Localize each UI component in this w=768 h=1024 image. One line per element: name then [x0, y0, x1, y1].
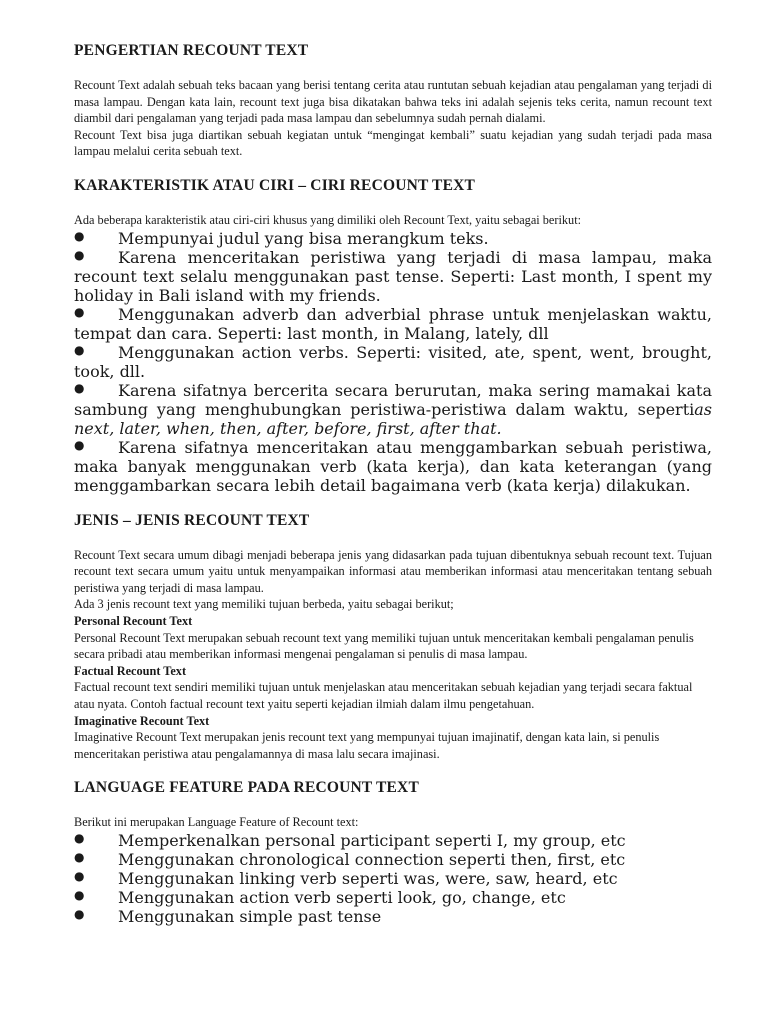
characteristics-list — [74, 229, 712, 495]
list-item — [74, 343, 712, 381]
subheading-factual: Factual Recount Text — [74, 663, 187, 678]
bullet-icon: ● — [74, 849, 85, 864]
subheading-imaginative: Imaginative Recount Text — [74, 713, 210, 728]
bullet-icon: ● — [74, 342, 85, 357]
list-item-text: Karena menceritakan peristiwa yang terjadi di masa lampau, maka recount text selalu menggunakan past tense. Seperti: Last month, I spent my holiday in Bali island with my friends. — [74, 247, 712, 305]
bullet-icon: ● — [74, 380, 85, 395]
section-title-karakteristik: KARAKTERISTIK ATAU CIRI – CIRI RECOUNT TEXT — [74, 176, 476, 194]
paragraph: Recount Text secara umum dibagi menjadi beberapa jenis yang didasarkan pada tujuan dibentuknya sebuah recount text. Tujuan recount text secara umum yaitu untuk menyampaikan informasi atau memberikan informasi atau menceritakan tentang sebuah peristiwa yang terjadi di masa lampau. — [74, 547, 712, 595]
paragraph: Recount Text bisa juga diartikan sebuah kegiatan untuk “mengingat kembali” suatu kejadian yang sudah terjadi pada masa lampau melalui cerita sebuah text. — [74, 127, 712, 159]
bullet-icon: ● — [74, 887, 85, 902]
section-intro: Berikut ini merupakan Language Feature of Recount text: — [74, 815, 359, 830]
section-title-jenis: JENIS – JENIS RECOUNT TEXT — [74, 511, 310, 529]
list-item-text: Menggunakan linking verb seperti was, were, saw, heard, etc — [118, 868, 618, 888]
section-title-language-feature: LANGUAGE FEATURE PADA RECOUNT TEXT — [74, 779, 419, 797]
bullet-icon: ● — [74, 228, 85, 243]
list-item — [74, 869, 712, 888]
list-item — [74, 438, 712, 495]
bullet-icon: ● — [74, 437, 85, 452]
list-item-text: Menggunakan action verb seperti look, go, change, etc — [118, 887, 566, 907]
paragraph: Personal Recount Text merupakan sebuah recount text yang memiliki tujuan untuk menceritakan kembali pengalaman penulis secara pribadi atau memberikan informasi mengenai pengalaman si penulis di masa lampau. — [74, 630, 694, 662]
bullet-icon: ● — [74, 304, 85, 319]
section-intro: Ada beberapa karakteristik atau ciri-ciri khusus yang dimiliki oleh Recount Text, yaitu sebagai berikut: — [74, 212, 582, 227]
paragraph: Ada 3 jenis recount text yang memiliki tujuan berbeda, yaitu sebagai berikut; — [74, 597, 454, 612]
bullet-icon: ● — [74, 868, 85, 883]
language-feature-list — [74, 831, 712, 926]
paragraph: Recount Text adalah sebuah teks bacaan yang berisi tentang cerita atau runtutan sebuah kejadian atau pengalaman yang terjadi di masa lampau. Dengan kata lain, recount text juga bisa dikatakan bahwa teks ini adalah sejenis teks cerita, namun recount text diambil dari pengalaman yang terjadi pada masa lampau dan sebelumnya sudah pernah dialami. — [74, 78, 712, 126]
bullet-icon: ● — [74, 247, 85, 262]
bullet-icon: ● — [74, 906, 85, 921]
list-item-text: Karena sifatnya bercerita secara berurutan, maka sering mamakai kata sambung yang menghubungkan peristiwa-peristiwa dalam waktu, seperti — [74, 380, 712, 419]
list-item-text: Menggunakan adverb dan adverbial phrase untuk menjelaskan waktu, tempat dan cara. Seperti: last month, in Malang, lately, dll — [74, 304, 712, 343]
list-item — [74, 907, 712, 926]
list-item — [74, 381, 712, 438]
paragraph: Imaginative Recount Text merupakan jenis recount text yang mempunyai tujuan imajinatif, dengan kata lain, si penulis menceritakan peristiwa atau pengalamannya di masa lalu secara imajinasi. — [74, 730, 660, 761]
subheading-personal: Personal Recount Text — [74, 613, 193, 628]
list-item — [74, 888, 712, 907]
list-item — [74, 248, 712, 305]
paragraph: Factual recount text sendiri memiliki tujuan untuk menjelaskan atau menceritakan sebuah kejadian yang terjadi secara faktual atau nyata. Contoh factual recount text yaitu seperti kejadian ilmiah dalam ilmu pengetahuan. — [74, 680, 693, 711]
list-item-text: Menggunakan simple past tense — [118, 906, 382, 926]
bullet-icon: ● — [74, 830, 85, 845]
list-item — [74, 850, 712, 869]
section-title-pengertian: PENGERTIAN RECOUNT TEXT — [74, 42, 309, 59]
list-item-text: Mempunyai judul yang bisa merangkum teks. — [118, 228, 489, 248]
list-item — [74, 305, 712, 343]
list-item — [74, 229, 712, 248]
list-item-text: Menggunakan chronological connection seperti then, first, etc — [118, 849, 626, 869]
list-item-italic-text: as next, later, when, then, after, before, first, after that. — [74, 399, 712, 438]
list-item-text: Memperkenalkan personal participant seperti I, my group, etc — [118, 830, 626, 850]
list-item-text: Karena sifatnya menceritakan atau menggambarkan sebuah peristiwa, maka banyak menggunakan verb (kata kerja), dan kata keterangan (yang menggambarkan secara lebih detail bagaimana verb (kata kerja) dilakukan. — [74, 437, 712, 495]
list-item — [74, 831, 712, 850]
list-item-text: Menggunakan action verbs. Seperti: visited, ate, spent, went, brought, took, dll. — [74, 342, 712, 381]
